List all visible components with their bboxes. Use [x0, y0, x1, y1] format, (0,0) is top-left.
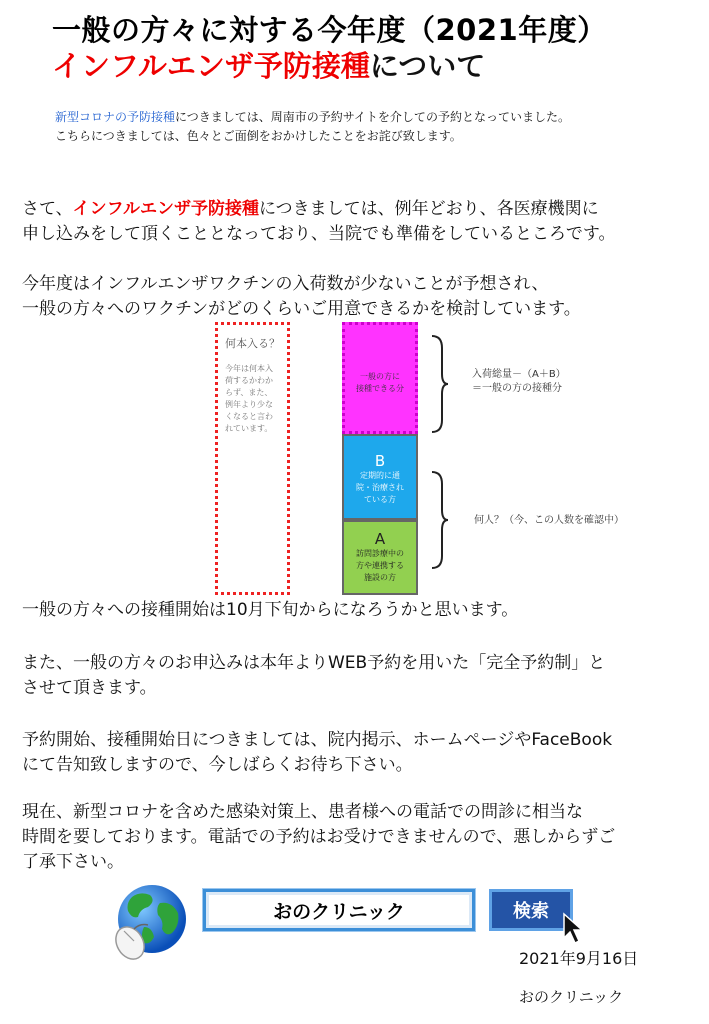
vaccine-count-line: れています。 [225, 424, 273, 433]
reservation-line1: また、一般の方々のお申込みは本年よりWEB予約を用いた「完全予約制」と [22, 653, 606, 673]
page-title-line2 [52, 44, 485, 85]
announcement-line2: にて告知致しますので、今しばらくお待ち下さい。 [22, 755, 413, 775]
globe-mouse-icon [110, 883, 190, 963]
announcement-paragraph [22, 728, 612, 778]
segment-line: 方や連携する [356, 561, 404, 570]
announcement-line1: 予約開始、接種開始日につきましては、院内掲示、ホームページやFaceBook [22, 730, 613, 750]
intro-rest: につきましては、例年どおり、各医療機関に [259, 199, 599, 219]
vaccine-count-line: 荷するかわか [225, 376, 273, 385]
clinic-signature: おのクリニック [519, 988, 624, 1006]
search-input[interactable]: おのクリニック [203, 889, 475, 931]
segment-line: 接種できる分 [356, 384, 404, 393]
vaccine-count-line: 例年より少な [225, 400, 273, 409]
phone-line2: 時間を要しております。電話での予約はお受けできませんので、悪しからずご [22, 827, 616, 847]
arrow-cursor-icon [562, 912, 586, 946]
start-date-paragraph: 一般の方々への接種開始は10月下旬からになろうかと思います。 [22, 600, 519, 620]
phone-line3: 了承下さい。 [22, 852, 124, 872]
segment-line: 定期的に通 [360, 471, 400, 480]
intro-prefix: さて、 [22, 199, 73, 219]
segment-line: 訪問診療中の [356, 549, 404, 558]
corona-notice [55, 108, 570, 146]
search-button[interactable]: 検索 [489, 889, 573, 931]
home-care-segment [342, 520, 418, 595]
regular-patients-segment [342, 434, 418, 520]
segment-line: 一般の方に [360, 372, 400, 381]
intro-paragraph [22, 197, 615, 247]
supply-paragraph [22, 272, 581, 322]
title-suffix: について [369, 49, 486, 83]
reservation-paragraph [22, 651, 605, 701]
page-title-line1: 一般の方々に対する今年度（2021年度） [52, 13, 607, 47]
vaccine-count-line: らず、また、 [225, 388, 273, 397]
supply-line1: 今年度はインフルエンザワクチンの入荷数が少ないことが予想され、 [22, 274, 549, 294]
publish-date: 2021年9月16日 [519, 949, 639, 968]
supply-line2: 一般の方々へのワクチンがどのくらいご用意できるかを検討しています。 [22, 299, 581, 319]
formula-line1: 入荷総量－（A＋B） [472, 369, 566, 380]
segment-line: ている方 [364, 495, 396, 504]
brace-icon [430, 470, 450, 570]
segment-line: 院・治療され [356, 483, 404, 492]
intro-highlight: インフルエンザ予防接種 [72, 199, 259, 219]
notice-line1-rest: につきましては、周南市の予約サイトを介しての予約となっていました。 [175, 110, 570, 124]
formula-line2: ＝一般の方の接種分 [472, 383, 562, 394]
vaccine-count-title: 何本入る？ [225, 337, 280, 350]
general-public-segment [342, 322, 418, 434]
vaccine-count-line: くなると言わ [225, 412, 273, 421]
segment-line: 施設の方 [364, 573, 396, 582]
corona-vaccine-text: 新型コロナの予防接種 [55, 110, 176, 124]
reservation-line2: させて頂きます。 [22, 678, 157, 698]
notice-line2: こちらにつきましては、色々とご面倒をおかけしたことをお詫び致します。 [55, 129, 462, 143]
vaccine-count-box [215, 322, 290, 595]
vaccine-count-line: 今年は何本入 [225, 364, 273, 373]
intro-line2: 申し込みをして頂くこととなっており、当院でも準備をしているところです。 [22, 224, 616, 244]
general-share-formula [472, 368, 566, 396]
phone-paragraph [22, 800, 615, 875]
segment-letter-a: A [374, 530, 386, 548]
count-check-note: 何人？（今、この人数を確認中） [474, 515, 624, 526]
phone-line1: 現在、新型コロナを含めた感染対策上、患者様への電話での問診に相当な [22, 802, 583, 822]
brace-icon [430, 334, 450, 434]
title-highlight: インフルエンザ予防接種 [52, 49, 370, 83]
segment-letter-b: B [374, 452, 386, 470]
